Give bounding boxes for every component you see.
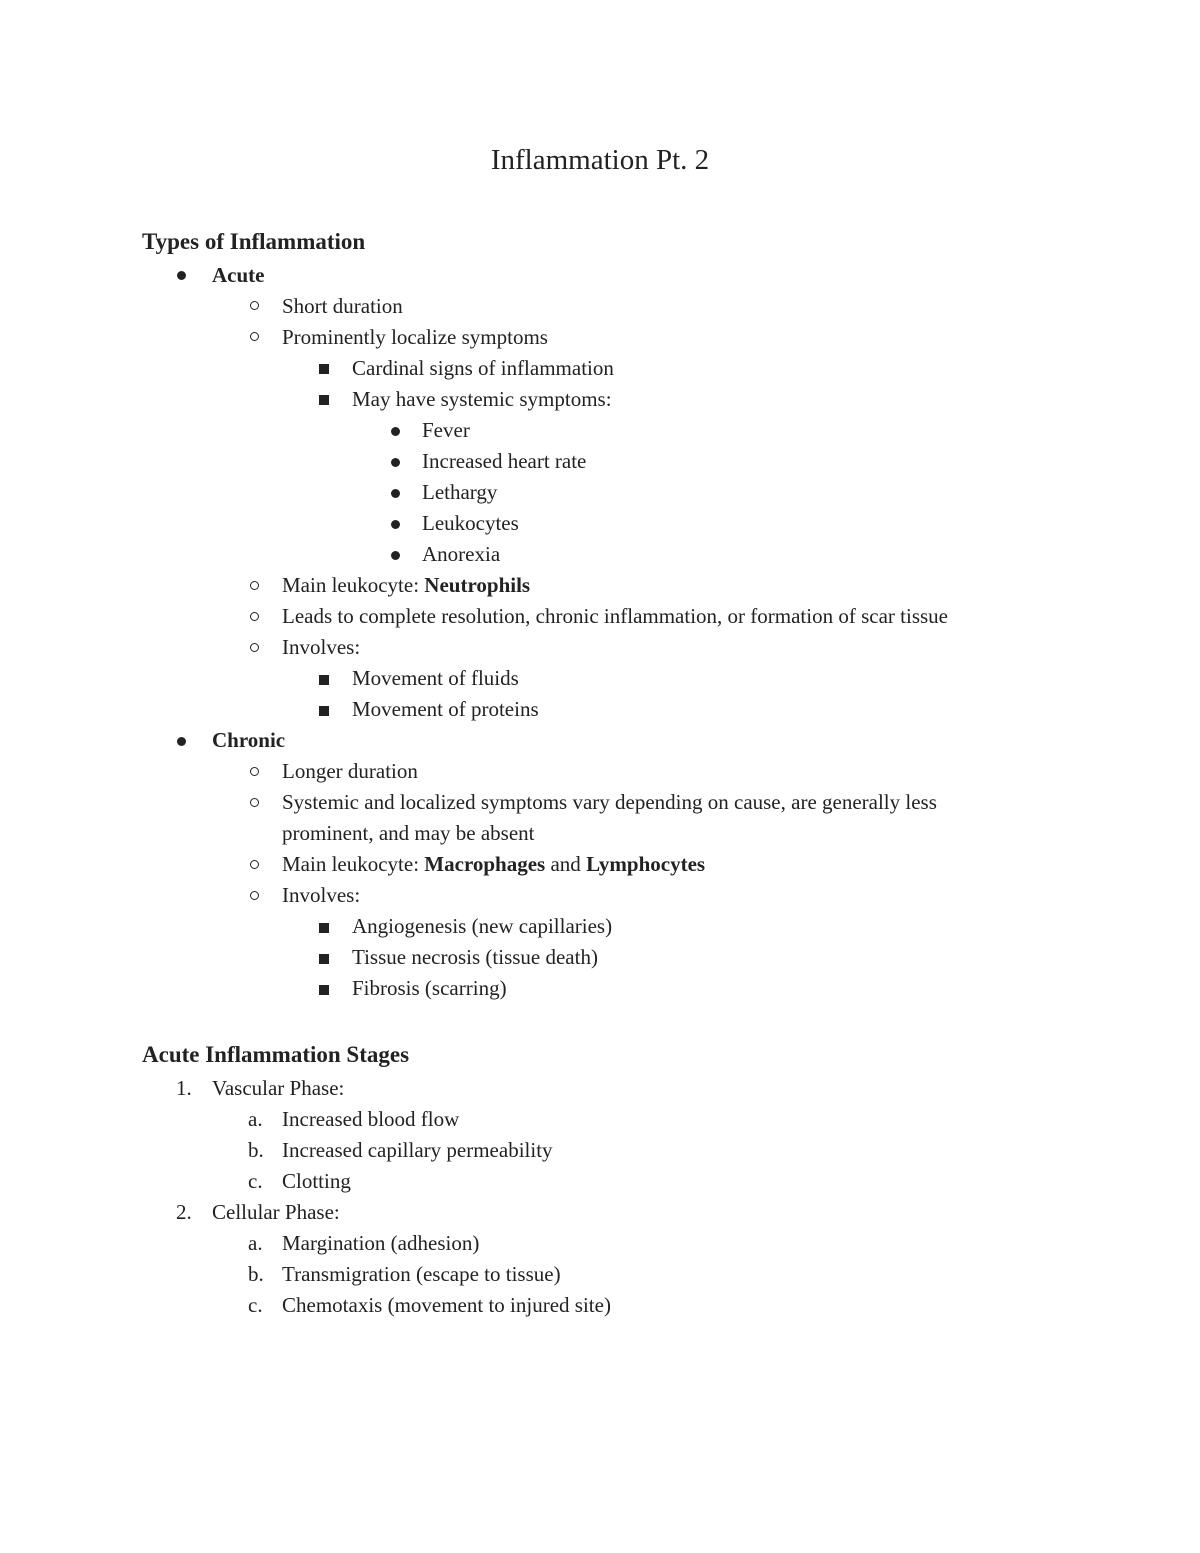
bullet-circle-icon [250,643,259,652]
list-item: Transmigration (escape to tissue) [282,1262,561,1286]
list-item-main-leukocyte-acute: Main leukocyte: Neutrophils [282,573,531,597]
list-item: Leukocytes [422,511,519,535]
list-item: Short duration [282,294,403,318]
list-item-continuation: prominent, and may be absent [282,821,535,845]
list-item: May have systemic symptoms: [352,387,612,411]
section-heading-stages: Acute Inflammation Stages [142,1042,410,1067]
bullet-square-icon [319,706,329,716]
page-title: Inflammation Pt. 2 [490,144,710,176]
list-letter: a. [248,1231,263,1255]
list-item: Fever [422,418,470,442]
list-item: Angiogenesis (new capillaries) [352,914,613,938]
list-item: Chemotaxis (movement to injured site) [282,1293,611,1317]
list-letter: c. [248,1293,263,1317]
bullet-square-icon [319,923,329,933]
list-item: Increased capillary permeability [282,1138,553,1162]
bullet-dot-icon [177,271,186,280]
list-item-acute: Acute [212,263,265,287]
list-item-stage: Vascular Phase: [212,1076,345,1100]
bullet-circle-icon [250,581,259,590]
section-heading-types: Types of Inflammation [142,229,366,254]
list-item: Leads to complete resolution, chronic inflammation, or formation of scar tissue [282,604,948,628]
bullet-circle-icon [250,767,259,776]
list-item: Lethargy [422,480,498,504]
list-item: Longer duration [282,759,418,783]
bullet-square-icon [319,364,329,374]
bullet-dot-icon [391,458,400,467]
list-item: Anorexia [422,542,501,566]
bullet-circle-icon [250,332,259,341]
bullet-circle-icon [250,612,259,621]
list-number: 2. [176,1200,192,1224]
list-item: Cardinal signs of inflammation [352,356,614,380]
list-item: Margination (adhesion) [282,1231,480,1255]
bullet-square-icon [319,954,329,964]
list-number: 1. [176,1076,192,1100]
list-item: Increased heart rate [422,449,587,473]
bullet-dot-icon [391,489,400,498]
list-item: Tissue necrosis (tissue death) [352,945,598,969]
list-item: Movement of fluids [352,666,519,690]
list-item: Prominently localize symptoms [282,325,548,349]
bullet-circle-icon [250,301,259,310]
bullet-dot-icon [391,427,400,436]
list-letter: c. [248,1169,263,1193]
list-item-main-leukocyte-chronic: Main leukocyte: Macrophages and Lymphocytes [282,852,706,876]
bullet-square-icon [319,675,329,685]
list-letter: b. [248,1262,264,1286]
list-item: Fibrosis (scarring) [352,976,507,1000]
list-letter: a. [248,1107,263,1131]
bullet-square-icon [319,985,329,995]
list-item: Movement of proteins [352,697,539,721]
bullet-circle-icon [250,798,259,807]
list-item: Involves: [282,635,361,659]
list-item: Involves: [282,883,361,907]
bullet-dot-icon [391,551,400,560]
list-letter: b. [248,1138,264,1162]
bullet-circle-icon [250,891,259,900]
bullet-dot-icon [177,737,186,746]
list-item-chronic: Chronic [212,728,286,752]
bullet-circle-icon [250,860,259,869]
bullet-dot-icon [391,520,400,529]
list-item: Clotting [282,1169,351,1193]
list-item-stage: Cellular Phase: [212,1200,340,1224]
bullet-square-icon [319,395,329,405]
list-item: Increased blood flow [282,1107,460,1131]
list-item: Systemic and localized symptoms vary depending on cause, are generally less [282,790,937,814]
